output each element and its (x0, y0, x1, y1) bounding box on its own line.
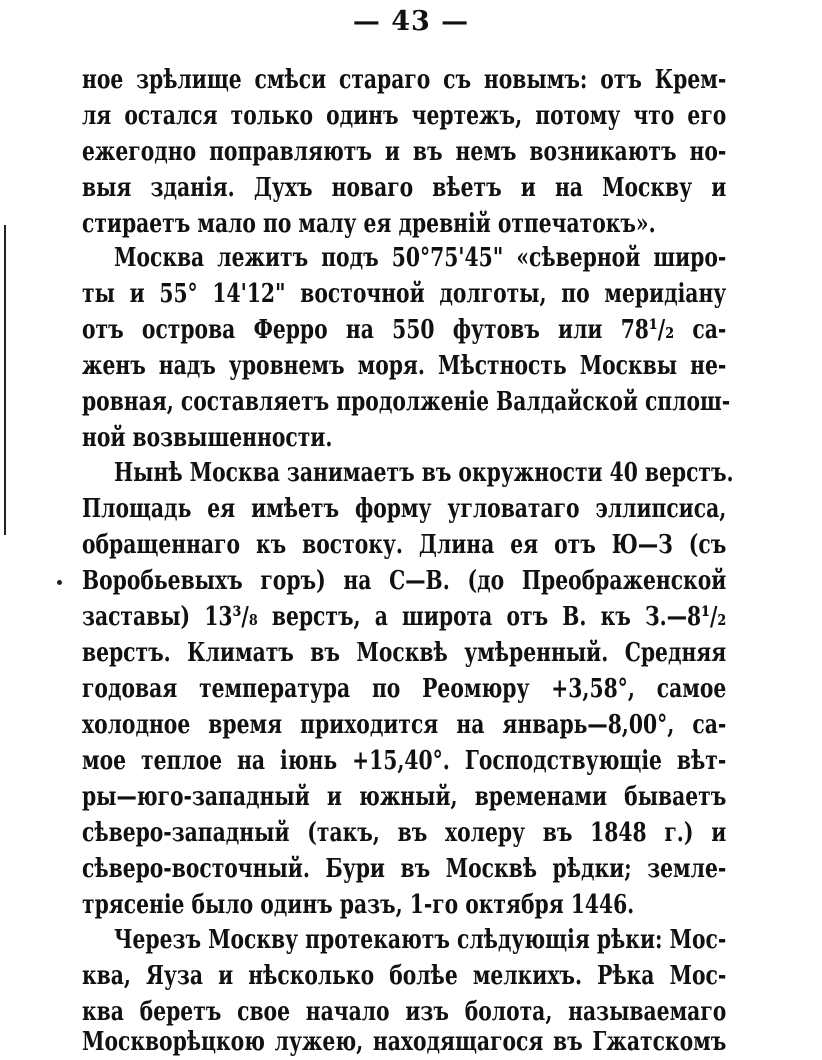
text-line: годовая температура по Реомюру +3,58°, самое (82, 674, 727, 704)
text-line: заставы) 13³/₈ верстъ, а широта отъ В. къ З.—8¹/₂ (82, 602, 727, 632)
text-line: женъ надъ уровнемъ моря. Мѣстность Москвы не- (82, 351, 727, 381)
text-line: ное зрѣлище смѣси стараго съ новымъ: отъ Крем- (82, 65, 727, 95)
text-line: стираетъ мало по малу ея древній отпечатокъ». (82, 209, 656, 239)
text-line: ежегодно поправляютъ и въ немъ возникаютъ но- (82, 137, 727, 167)
text-line: Москворѣцкою лужею, находящагося въ Гжатскомъ (82, 1027, 727, 1057)
text-line: Площадь ея имѣетъ форму угловатаго эллипсиса, (82, 494, 727, 524)
text-line: холодное время приходится на январь—8,00°, са- (82, 710, 727, 740)
margin-dot (57, 580, 62, 585)
text-line: отъ острова Ферро на 550 футовъ или 78¹/₂ са- (82, 315, 727, 345)
text-line: мое теплое на іюнь +15,40°. Господствующіе вѣт- (82, 746, 727, 776)
paragraph-first-line: Москва лежитъ подъ 50°75'45" «сѣверной широ- (114, 243, 727, 273)
text-line: обращеннаго къ востоку. Длина ея отъ Ю—З (съ (82, 530, 727, 560)
margin-rule (4, 225, 6, 535)
text-line: сѣверо-западный (такъ, въ холеру въ 1848 г.) и (82, 818, 727, 848)
text-line: сѣверо-восточный. Бури въ Москвѣ рѣдки; земле- (82, 854, 727, 884)
text-line: ной возвышенности. (82, 423, 333, 453)
text-line: ква беретъ свое начало изъ болота, называемаго (82, 997, 727, 1027)
text-line: ровная, составляетъ продолженіе Валдайской сплош- (82, 387, 731, 417)
text-line: ры—юго-западный и южный, временами бываетъ (82, 782, 727, 812)
paragraph-first-line: Черезъ Москву протекаютъ слѣдующія рѣки: Мос- (114, 925, 727, 955)
text-line: ля остался только одинъ чертежъ, потому что его (82, 101, 727, 131)
text-line: ква, Яуза и нѣсколько болѣе мелкихъ. Рѣка Мос- (82, 961, 727, 991)
page-number: — 43 — (352, 6, 470, 37)
text-line: верстъ. Климатъ въ Москвѣ умѣренный. Средняя (82, 638, 727, 668)
text-line: ты и 55° 14'12" восточной долготы, по меридіану (82, 279, 727, 309)
text-line: Воробьевыхъ горъ) на С—В. (до Преображенской (82, 566, 727, 596)
paragraph-first-line: Нынѣ Москва занимаетъ въ окружности 40 верстъ. (114, 458, 734, 488)
text-line: выя зданія. Духъ новаго вѣетъ и на Москву и (82, 173, 727, 203)
text-line: трясеніе было одинъ разъ, 1-го октября 1446. (82, 890, 635, 920)
